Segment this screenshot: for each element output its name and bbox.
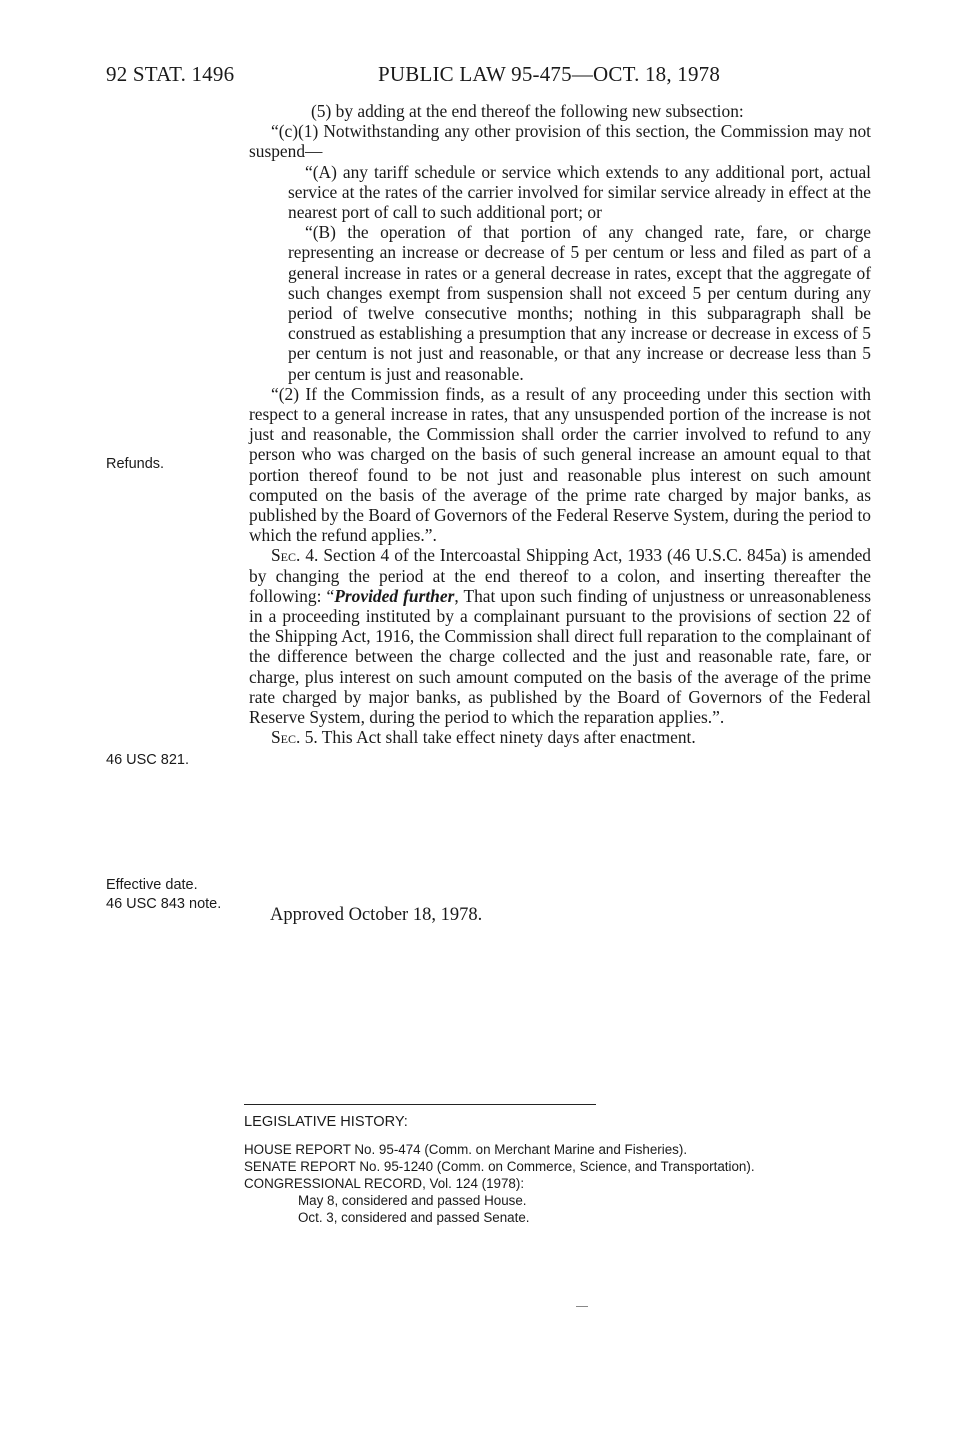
paragraph-c2: “(2) If the Commission finds, as a result of any proceeding under this section with respect to a general increase in rates, that any unsuspended portion of the increase is not just and reasonable, the Commission shall order the carrier involved to refund to any person who was charged on the basis of such general increase an amount equal to that portion thereof found to be not just and reasonable plus interest on such amount computed on the basis of the average of the prime rate charged by major banks, as published by the Board of Governors of the Federal Reserve System, during the period to which the refund applies.”. (249, 383, 871, 546)
legislative-history-title: LEGISLATIVE HISTORY: (244, 1114, 408, 1130)
house-report: HOUSE REPORT No. 95-474 (Comm. on Merchant Marine and Fisheries). (244, 1142, 688, 1157)
section-4-text-b: , That upon such finding of unjustness or unreasonableness in a proceeding instituted by a complainant pursuant to the provisions of section 22 of the Shipping Act, 1916, the Commission shall direct full reparation to the complainant of the difference between the charge collected and the just and reasonable rate, fare, or charge, plus interest on such amount computed on the basis of the average of the prime rate charged by major banks, as published by the Board of Governors of the Federal Reserve System, during the period to which the reparation applies.”. (249, 585, 871, 728)
senate-report: SENATE REPORT No. 95-1240 (Comm. on Commerce, Science, and Transportation). (244, 1159, 755, 1174)
body-text (249, 101, 871, 748)
paragraph-c1: “(c)(1) Notwithstanding any other provision of this section, the Commission may not suspend— (249, 121, 871, 162)
approval-date: Approved October 18, 1978. (270, 905, 483, 925)
record-entry-senate: Oct. 3, considered and passed Senate. (298, 1210, 530, 1225)
paragraph-c1-a: “(A) any tariff schedule or service which extends to any additional port, actual service at the rates of the carrier involved for similar service already in effect at the nearest port of call to such additional port; or (288, 161, 871, 223)
margin-note-46-usc-821: 46 USC 821. (106, 752, 190, 768)
section-5 (249, 727, 871, 747)
section-5-text: This Act shall take effect ninety days after enactment. (317, 727, 696, 748)
legislative-history (244, 1114, 884, 1226)
section-4-italic: Provided further (334, 585, 455, 606)
paragraph-5: (5) by adding at the end thereof the following new subsection: (311, 101, 744, 121)
section-4-label: Sec. 4. (271, 545, 319, 566)
margin-note-refunds: Refunds. (106, 456, 165, 472)
statute-page-number: 92 STAT. 1496 (106, 62, 235, 86)
paragraph-c1-b: “(B) the operation of that portion of any changed rate, fare, or charge representing an increase or decrease of 5 per centum or less and filed as part of a general increase in rates or a general decrease in rates, except that the aggregate of such changes exempt from suspension shall not exceed 5 per centum during any period of twelve consecutive months; nothing in this subparagraph shall be construed as establishing a presumption that any increase or decrease in excess of 5 per centum is not just and reasonable, or that any increase or decrease less than 5 per centum is just and reasonable. (288, 222, 871, 384)
section-4 (249, 545, 871, 727)
page-mark (576, 1306, 588, 1307)
margin-note-46-usc-843: 46 USC 843 note. (106, 896, 222, 912)
divider (244, 1104, 596, 1105)
page-title: PUBLIC LAW 95-475—OCT. 18, 1978 (378, 62, 721, 86)
congressional-record: CONGRESSIONAL RECORD, Vol. 124 (1978): (244, 1176, 525, 1191)
margin-note-effective-date: Effective date. (106, 877, 198, 893)
section-5-label: Sec. 5. (271, 727, 318, 748)
record-entry-house: May 8, considered and passed House. (298, 1193, 527, 1208)
section-4-text-a: Section 4 of the Intercoastal Shipping Act, 1933 (46 U.S.C. 845a) is amended by changing the period at the end thereof to a colon, and inserting thereafter the following: “ (249, 545, 871, 606)
